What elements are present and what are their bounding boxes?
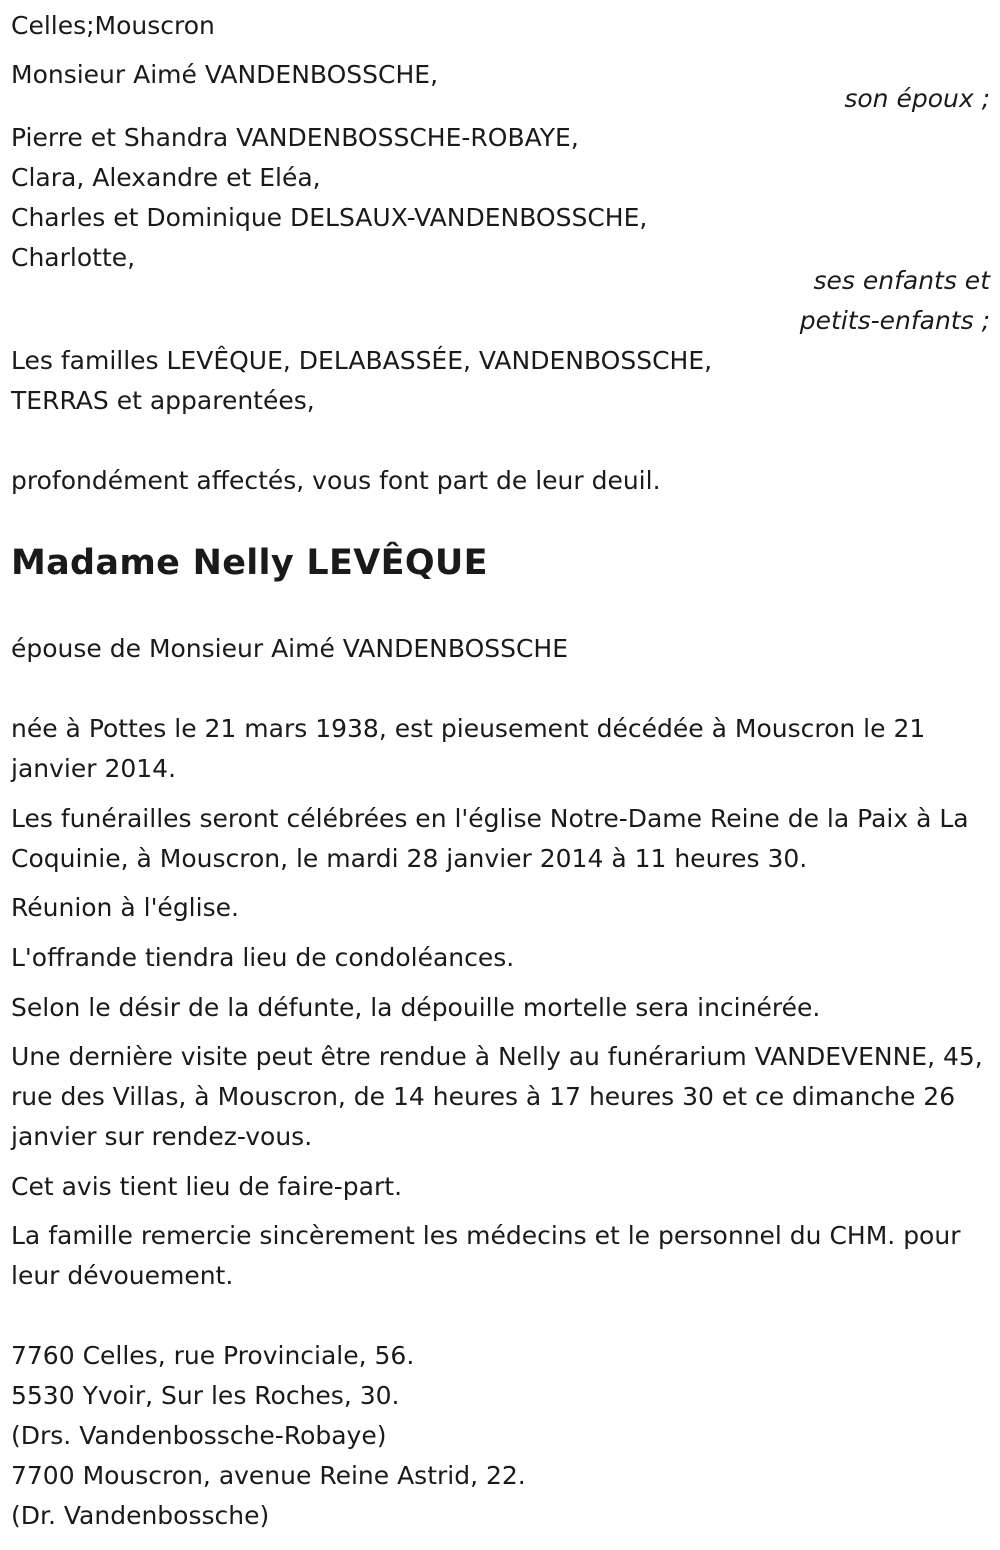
children-role-2: petits-enfants ; [799,306,990,335]
address-2-name: (Drs. Vandenbossche-Robaye) [11,1421,387,1450]
location-header: Celles;Mouscron [11,11,215,40]
visit-text: Une dernière visite peut être rendue à Nelly au funérarium VANDEVENNE, 45, rue des Villas, à Mouscron, de 14 heures à 17 heures 30 et ce dimanche 26 janvier sur rendez-vous. [11,1042,983,1151]
child-line-4: Charlotte, [11,243,136,272]
address-3: 7700 Mouscron, avenue Reine Astrid, 22. [11,1461,526,1490]
children-role-1: ses enfants et [813,266,990,295]
families-line-2: TERRAS et apparentées, [11,386,315,415]
families-line-1: Les familles LEVÊQUE, DELABASSÉE, VANDENBOSSCHE, [11,346,713,375]
address-2: 5530 Yvoir, Sur les Roches, 30. [11,1381,400,1410]
spouse-role: son époux ; [844,84,990,113]
address-1: 7760 Celles, rue Provinciale, 56. [11,1341,415,1370]
birth-death-text: née à Pottes le 21 mars 1938, est pieusement décédée à Mouscron le 21 janvier 2014. [11,714,926,783]
notice-text: Cet avis tient lieu de faire-part. [11,1172,403,1201]
thanks-text: La famille remercie sincèrement les médecins et le personnel du CHM. pour leur dévouement. [11,1221,961,1290]
deceased-spouse-line: épouse de Monsieur Aimé VANDENBOSSCHE [11,634,569,663]
funeral-text: Les funérailles seront célébrées en l'église Notre-Dame Reine de la Paix à La Coquinie, à Mouscron, le mardi 28 janvier 2014 à 11 heures 30. [11,804,969,873]
address-3-name: (Dr. Vandenbossche) [11,1501,270,1530]
cremation-text: Selon le désir de la défunte, la dépouille mortelle sera incinérée. [11,993,821,1022]
child-line-3: Charles et Dominique DELSAUX-VANDENBOSSCHE, [11,203,648,232]
announcement: profondément affectés, vous font part de leur deuil. [11,466,661,495]
deceased-name: Madame Nelly LEVÊQUE [11,543,488,583]
spouse-name: Monsieur Aimé VANDENBOSSCHE, [11,60,439,89]
offering-text: L'offrande tiendra lieu de condoléances. [11,943,515,972]
child-line-2: Clara, Alexandre et Eléa, [11,163,321,192]
meeting-text: Réunion à l'église. [11,893,239,922]
child-line-1: Pierre et Shandra VANDENBOSSCHE-ROBAYE, [11,123,579,152]
